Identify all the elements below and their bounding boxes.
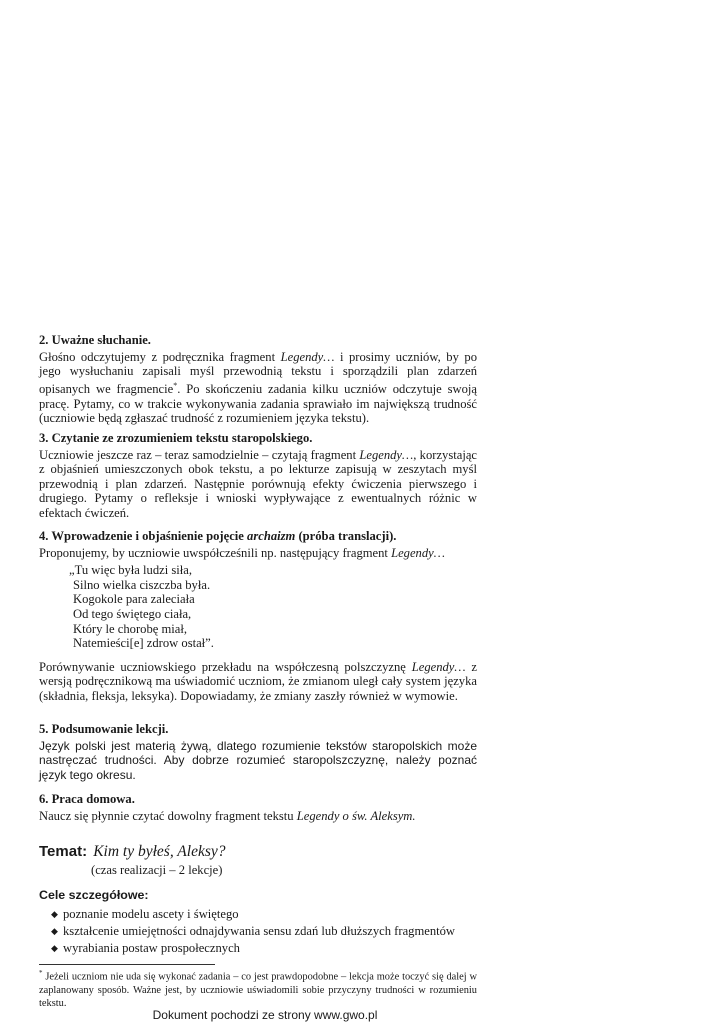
topic-duration: (czas realizacji – 2 lekcje) xyxy=(91,862,223,877)
italic-run: Legendy o św. Aleksym. xyxy=(296,808,416,823)
topic-label: Temat: xyxy=(39,843,88,860)
footnote-text: Jeżeli uczniom nie uda się wykonać zadania – co jest prawdopodobne – lekcja może toczyć się dalej w zaplanowany sposób. Ważne jest, by uczniowie uświadomili sobie przyczyny trudności w rozumieniu tekstu. xyxy=(39,971,477,1010)
text-run: Głośno odczytujemy z podręcznika fragment xyxy=(39,349,281,364)
poem-line: Od tego świętego ciała, xyxy=(73,606,192,621)
diamond-bullet-icon: ◆ xyxy=(51,942,58,953)
footnote-ref: * xyxy=(173,380,178,390)
poem xyxy=(39,563,477,651)
text-run: , korzystając z objaśnień umieszczonych obok tekstu, a po lekturze zapisują w zeszytach myśl przewodnią i plan zdarzeń. Następnie porównują efekty ćwiczenia pierwszego i drugiego. Pytamy o refleksje i wnioski wypływające z ewentualnych różnic w efektach ćwiczeń. xyxy=(39,447,478,520)
diamond-bullet-icon: ◆ xyxy=(51,908,58,919)
list-item xyxy=(39,923,477,940)
italic-run: archaizm xyxy=(247,529,296,543)
diamond-bullet-icon: ◆ xyxy=(51,925,58,936)
section-2 xyxy=(39,333,477,426)
text-run: (próba translacji). xyxy=(295,529,397,543)
list-item xyxy=(39,906,477,923)
poem-line: Natemieści[e] zdrow ostał”. xyxy=(73,636,214,651)
section-6-paragraph xyxy=(39,809,477,824)
section-3-paragraph xyxy=(39,448,477,521)
topic-title: Kim ty byłeś, Aleksy? xyxy=(93,843,226,860)
section-2-paragraph xyxy=(39,350,477,426)
goals-heading: Cele szczegółowe: xyxy=(39,888,149,902)
section-6 xyxy=(39,792,477,823)
section-4-paragraph xyxy=(39,660,477,704)
italic-run: Legendy… xyxy=(391,545,445,560)
text-run: z wersją podręcznikową ma uświadomić uczniom, że zmianom uległ cały system języka (składnia, fleksja, leksyka). Dopowiadamy, że zmiany zaszły również w wymowie. xyxy=(39,659,477,703)
source-note: Dokument pochodzi ze strony www.gwo.pl xyxy=(152,1008,378,1022)
section-6-heading: 6. Praca domowa. xyxy=(39,792,135,806)
poem-line: Silno wielka ciszczba była. xyxy=(73,577,211,592)
list-item xyxy=(39,940,477,957)
italic-run: Legendy… xyxy=(411,659,466,674)
poem-line: Który le chorobę miał, xyxy=(73,621,188,636)
list-item-text: kształcenie umiejętności odnajdywania sensu zdań lub dłuższych fragmentów xyxy=(63,923,456,938)
goals-block xyxy=(39,888,477,957)
text-run: Uczniowie jeszcze raz – teraz samodzielnie – czytają fragment xyxy=(39,447,360,462)
goals-list xyxy=(39,906,477,957)
list-item-text: wyrabiania postaw prospołecznych xyxy=(63,940,240,955)
text-run: Proponujemy, by uczniowie uwspółcześnili np. następujący fragment xyxy=(39,545,392,560)
section-2-heading: 2. Uważne słuchanie. xyxy=(39,333,151,347)
text-run: . Po skończeniu zadania kilku uczniów odczytuje swoją pracę. Pytamy, co w trakcie wykonywania zadania sprawiało im największą trudność (uczniowie będą zgłaszać trudność z rozumieniem języka tekstu). xyxy=(39,381,477,426)
text-run: 4. Wprowadzenie i objaśnienie pojęcie xyxy=(39,529,248,543)
section-3-heading: 3. Czytanie ze zrozumieniem tekstu staropolskiego. xyxy=(39,431,313,445)
section-5 xyxy=(39,722,477,782)
section-4 xyxy=(39,529,477,704)
section-4-heading xyxy=(39,529,477,544)
footnote-mark: * xyxy=(39,969,43,977)
section-5-paragraph: Język polski jest materią żywą, dlatego rozumienie tekstów staropolskich może nastręczać trudności. Aby dobrze rozumieć staropolszczyznę, należy poznać język tego okresu. xyxy=(39,738,477,782)
footnote-divider xyxy=(39,964,215,965)
text-run: Porównywanie uczniowskiego przekładu na współczesną polszczyznę xyxy=(39,659,412,674)
italic-run: Legendy… xyxy=(359,447,414,462)
section-3 xyxy=(39,431,477,521)
footnote xyxy=(39,967,477,1011)
italic-run: Legendy… xyxy=(280,349,335,364)
section-4-intro xyxy=(39,546,477,561)
text-run: Naucz się płynnie czytać dowolny fragment tekstu xyxy=(39,808,297,823)
topic-block xyxy=(39,845,477,877)
poem-line: „Tu więc była ludzi siła, xyxy=(69,563,193,578)
text-run: i prosimy uczniów, by po jego wysłuchaniu zapisali myśl przewodnią tekstu i sporządzili plan zdarzeń opisanych we fragmencie xyxy=(39,349,477,396)
topic-heading xyxy=(39,845,477,860)
poem-line: Kogokole para zaleciała xyxy=(73,592,195,607)
section-5-heading: 5. Podsumowanie lekcji. xyxy=(39,722,169,736)
list-item-text: poznanie modelu ascety i świętego xyxy=(63,906,239,921)
